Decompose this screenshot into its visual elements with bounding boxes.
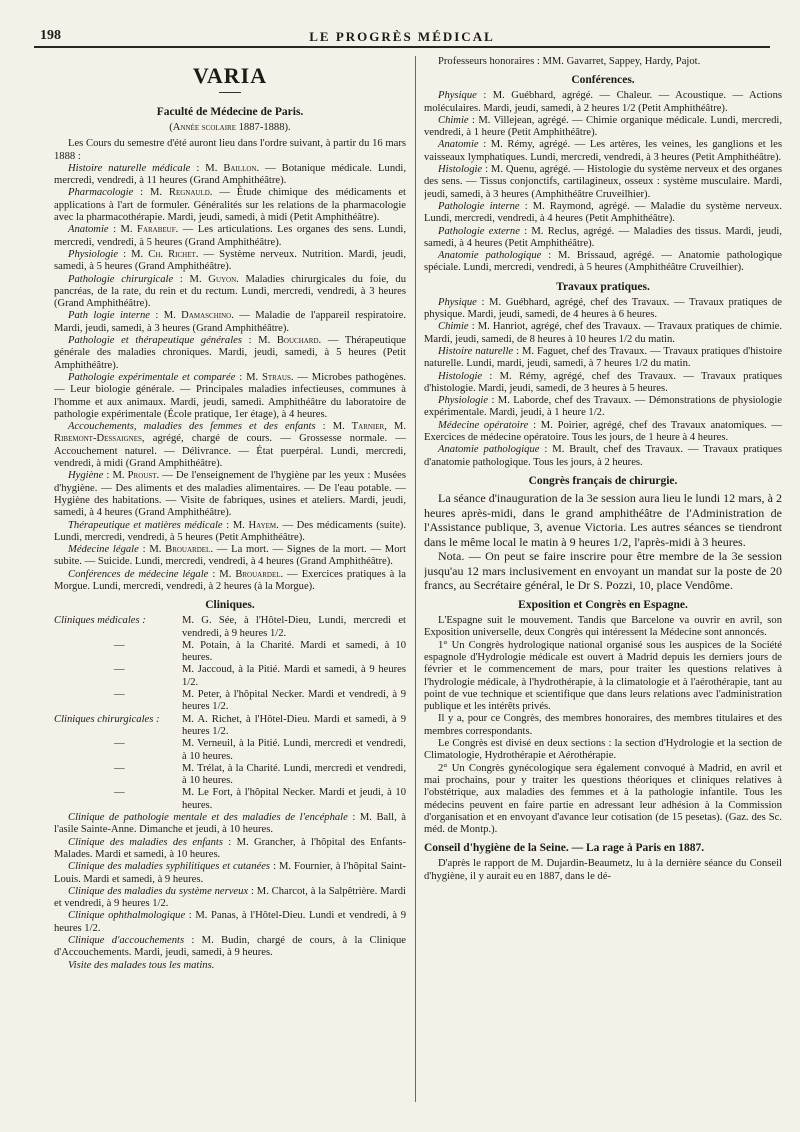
course-subject: Pathologie et thérapeutique générales bbox=[68, 335, 242, 347]
course-professor: M. Brouardel. bbox=[219, 568, 284, 580]
clinique-lead: Cliniques médicales : bbox=[54, 615, 146, 627]
academic-year: (Année scolaire 1887-1888). bbox=[169, 122, 291, 133]
cliniques-table bbox=[54, 615, 406, 812]
course-subject: Pathologie chirurgicale bbox=[68, 273, 174, 285]
right-column bbox=[424, 56, 782, 1108]
faculty-heading: Faculté de Médecine de Paris. bbox=[156, 106, 304, 118]
clinique-description: : M. Fournier, à l'hôpital Saint-Louis. Mardi et samedi, à 9 heures. bbox=[54, 861, 406, 885]
course-subject: Pathologie expérimentale et comparée bbox=[68, 371, 236, 383]
clinique-entry bbox=[54, 910, 406, 935]
course-entry: Pharmacologie : M. Regnauld. — Étude chimique des médicaments et applications à l'art de formuler. Généralités sur les relations de la pharmacologie avec la pharmacothérapie. Mardi, jeudi, samedi, à midi (Petit Amphithéâtre). bbox=[54, 187, 406, 224]
clinique-entry bbox=[54, 886, 406, 911]
clinique-subject: Clinique de pathologie mentale et des maladies de l'encéphale bbox=[68, 812, 348, 824]
clinique-row bbox=[54, 714, 406, 739]
clinique-lead: — bbox=[114, 639, 125, 651]
clinique-row bbox=[54, 640, 406, 665]
clinique-detail: M. Verneuil, à la Pitié. Lundi, mercredi et vendredi, à 10 heures. bbox=[182, 738, 406, 762]
conference-entry-description: : M. Reclus, agrégé. — Maladies des tissus. Mardi, jeudi, samedi, à 4 heures (Petit Amphithéâtre). bbox=[424, 225, 782, 249]
conference-entry-subject: Anatomie pathologique bbox=[438, 250, 542, 262]
conference-entry bbox=[424, 90, 782, 115]
clinique-detail: M. Le Fort, à l'hôpital Necker. Mardi et jeudi, à 10 heures. bbox=[182, 787, 406, 811]
travaux-entry-subject: Histologie bbox=[438, 370, 483, 382]
course-professor: M. Proust. bbox=[112, 470, 160, 482]
travaux-entry-description: : M. Guébhard, agrégé, chef des Travaux. — Travaux pratiques de physique. Mardi, jeudi, samedi, de 4 heures à 6 heures. bbox=[424, 296, 782, 321]
course-description: — Des médicaments (suite). Lundi, mercredi, vendredi, à 5 heures (Petit Amphithéâtre). bbox=[54, 519, 406, 543]
clinique-description: : M. Panas, à l'Hôtel-Dieu. Lundi et vendredi, à 9 heures 1/2. bbox=[54, 910, 406, 934]
course-description: — Botanique médicale. Lundi, mercredi, vendredi, à 11 heures (Grand Amphithéâtre). bbox=[54, 162, 406, 187]
clinique-detail: M. Trélat, à la Charité. Lundi, mercredi et vendredi, à 10 heures. bbox=[182, 762, 406, 787]
congres-fr-paragraph: La séance d'inauguration de la 3e session aura lieu le lundi 12 mars, à 2 heures après-midi, dans le grand amphithéâtre de l'Administration de l'Assistance publique, 3, avenue Victoria. Les autres séances se tiendront dans le même local le matin à 9 heures 1/2, l'après-midi à 3 heures. bbox=[424, 490, 782, 549]
clinique-description: : M. Grancher, à l'hôpital des Enfants-Malades. Mardi et samedi, à 10 heures. bbox=[54, 836, 406, 860]
course-subject: Histoire naturelle médicale bbox=[68, 162, 191, 174]
clinique-entry bbox=[54, 861, 406, 886]
travaux-entry-description: : M. Faguet, chef des Travaux. — Travaux pratiques d'histoire naturelle. Lundi, mardi, jeudi, samedi, à 7 heures 1/2 du matin. bbox=[424, 345, 782, 370]
espagne-paragraph: 2° Un Congrès gynécologique sera également convoqué à Madrid, en avril et mai prochains, pour y traiter les questions théoriques et cliniques relatives à l'obstétrique, aux maladies des femmes et à la pathologie infantile. Tous les médecins peuvent en faire partie en adressant leur adhésion à la Commission d'organisation et en envoyant d'avance leur cotisation (de 15 pesetas). (Gaz. des Sc. méd. de Montp.). bbox=[424, 762, 782, 836]
clinique-subject: Clinique d'accouchements bbox=[68, 935, 185, 946]
page-number: 198 bbox=[40, 28, 61, 43]
seine-heading: Conseil d'hygiène de la Seine. — La rage à Paris en 1887. bbox=[424, 842, 705, 855]
congres-fr-nota: Nota. — On peut se faire inscrire pour être membre de la 3e session jusqu'au 12 mars inclusivement en envoyant un mandat sur la poste de 20 francs, au Secrétaire général, le Dr S. Pozzi, 10, place Vendôme. bbox=[424, 549, 782, 593]
course-entry: Accouchements, maladies des femmes et des enfants : M. Tarnier, M. Ribemont-Dessaignes, agrégé, chargé de cours. — Grossesse normale. — Accouchement naturel. — Délivrance. — État puerpéral. Lundi, mercredi, vendredi, à midi (Grand Amphithéâtre). bbox=[54, 421, 406, 470]
travaux-entry bbox=[424, 444, 782, 469]
clinique-subject: Clinique des maladies syphilitiques et cutanées bbox=[68, 861, 271, 873]
conference-entry-subject: Pathologie externe bbox=[438, 225, 520, 237]
conference-entry bbox=[424, 115, 782, 140]
course-description: — Thérapeutique générale des maladies chroniques. Mardi, jeudi, samedi, à 5 heures (Petit Amphithéâtre). bbox=[54, 335, 406, 371]
course-description: — Exercices pratiques à la Morgue. Lundi, mercredi, vendredi, à 2 heures (à la Morgue). bbox=[54, 568, 406, 592]
travaux-heading: Travaux pratiques. bbox=[556, 280, 650, 293]
clinique-description: : M. Ball, à l'asile Sainte-Anne. Dimanche et jeudi, à 10 heures. bbox=[54, 812, 406, 836]
travaux-entry-description: : M. Hanriot, agrégé, chef des Travaux. — Travaux pratiques de chimie. Mardi, jeudi, samedi, de 8 heures à 10 heures 1/2 du matin. bbox=[424, 321, 782, 345]
honorary-professors: Professeurs honoraires : MM. Gavarret, Sappey, Hardy, Pajot. bbox=[438, 56, 701, 67]
course-subject: Pharmacologie bbox=[68, 187, 134, 199]
course-description: — De l'enseignement de l'hygiène par les yeux : Musées d'hygiène. — Des aliments et des maladies alimentaires. — De l'eau potable. — Hygiène des habitations. — Visite de fabriques, usines et ateliers. Mardi, jeudi, samedi, à 4 heures (Grand Amphithéâtre). bbox=[54, 470, 406, 519]
conference-entry-description: : M. Guébhard, agrégé. — Chaleur. — Acoustique. — Actions moléculaires. Mardi, jeudi, samedi, à 2 heures 1/2 (Petit Amphithéâtre). bbox=[424, 90, 782, 114]
clinique-subject: Clinique des maladies du système nerveux bbox=[68, 885, 249, 897]
cliniques-other-list bbox=[54, 812, 406, 960]
course-entry: Conférences de médecine légale : M. Brouardel. — Exercices pratiques à la Morgue. Lundi, mercredi, vendredi, à 2 heures (à la Morgue). bbox=[54, 568, 406, 592]
travaux-list bbox=[424, 297, 782, 469]
conference-entry bbox=[424, 201, 782, 226]
travaux-entry bbox=[424, 297, 782, 322]
course-subject: Thérapeutique et matières médicale bbox=[68, 519, 223, 531]
travaux-entry bbox=[424, 371, 782, 396]
conference-entry bbox=[424, 250, 782, 275]
clinique-detail: M. Peter, à l'hôpital Necker. Mardi et vendredi, à 9 heures 1/2. bbox=[182, 689, 406, 713]
conference-entry-subject: Pathologie interne bbox=[438, 200, 520, 212]
clinique-lead: Cliniques chirurgicales : bbox=[54, 713, 160, 725]
course-entry: Hygiène : M. Proust. — De l'enseignement de l'hygiène par les yeux : Musées d'hygiène. — Des aliments et des maladies alimentaires. — De l'eau potable. — Hygiène des habitations. — Visite de fabriques, usines et ateliers. Mardi, jeudi, samedi, à 4 heures (Grand Amphithéâtre). bbox=[54, 470, 406, 519]
course-professor: M. Straus. bbox=[246, 371, 294, 383]
conference-entry-description: : M. Villejean, agrégé. — Chimie organique médicale. Lundi, mercredi, vendredi, à 1 heure (Petit Amphithéâtre). bbox=[424, 114, 782, 139]
course-entry: Médecine légale : M. Brouardel. — La mort. — Signes de la mort. — Mort subite. — Suicide. Lundi, mercredi, vendredi, à 4 heures (Grand Amphithéâtre). bbox=[54, 544, 406, 568]
clinique-entry bbox=[54, 935, 406, 960]
travaux-entry bbox=[424, 346, 782, 371]
title-rule bbox=[219, 92, 241, 93]
course-professor: M. Regnauld. bbox=[149, 187, 213, 199]
travaux-entry-description: : M. Poirier, agrégé, chef des Travaux anatomiques. — Exercices de médecine opératoire. Tous les jours, de 1 heure à 4 heures. bbox=[424, 419, 782, 444]
cliniques-heading: Cliniques. bbox=[205, 599, 255, 612]
travaux-entry-description: : M. Laborde, chef des Travaux. — Démonstrations de physiologie expérimentale. Mardi, jeudi, à 1 heure 1/2. bbox=[424, 395, 782, 419]
clinique-row bbox=[54, 738, 406, 763]
course-description: agrégé, chargé de cours. — Grossesse normale. — Accouchement naturel. — Délivrance. — État puerpéral. Lundi, mercredi, vendredi, à midi (Grand Amphithéâtre). bbox=[54, 433, 406, 470]
travaux-entry-subject: Physiologie bbox=[438, 395, 489, 407]
travaux-entry bbox=[424, 420, 782, 445]
conference-entry bbox=[424, 164, 782, 201]
congres-fr-heading: Congrès français de chirurgie. bbox=[528, 474, 678, 487]
travaux-entry-subject: Physique bbox=[438, 296, 477, 308]
course-description: — Étude chimique des médicaments et applications à l'art de formuler. Généralités sur les relations de la pharmacologie avec la pharmacothérapie. Mardi, jeudi, samedi, à midi (Petit Amphithéâtre). bbox=[54, 187, 406, 224]
conferences-list bbox=[424, 90, 782, 274]
clinique-description: : M. Budin, chargé de cours, à la Clinique d'Accouchements. Mardi, jeudi, samedi, à 9 heures. bbox=[54, 935, 406, 959]
course-entry: Pathologie chirurgicale : M. Guyon. Maladies chirurgicales du foie, du pancréas, de la rate, du rein et du rectum. Lundi, mercredi, vendredi, à 3 heures (Grand Amphithéâtre). bbox=[54, 273, 406, 310]
clinique-entry bbox=[54, 812, 406, 837]
travaux-entry-description: : M. Brault, chef des Travaux. — Travaux pratiques d'anatomie pathologique. Tous les jours, à 2 heures. bbox=[424, 444, 782, 468]
clinique-lead: — bbox=[114, 787, 125, 799]
course-professor: M. Tarnier, M. Ribemont-Dessaignes, bbox=[54, 421, 406, 445]
travaux-entry bbox=[424, 321, 782, 346]
page-header bbox=[34, 26, 770, 48]
clinique-entry bbox=[54, 837, 406, 862]
course-description: — La mort. — Signes de la mort. — Mort subite. — Suicide. Lundi, mercredi, vendredi, à 4 heures (Grand Amphithéâtre). bbox=[54, 544, 406, 568]
clinique-row bbox=[54, 615, 406, 640]
course-list bbox=[54, 163, 406, 593]
course-professor: M. Damaschino. bbox=[163, 310, 234, 322]
conferences-heading: Conférences. bbox=[571, 74, 635, 87]
closing-note: Visite des malades tous les matins. bbox=[68, 959, 215, 971]
course-subject: Physiologie bbox=[68, 248, 119, 260]
course-description: — Microbes pathogènes. — Leur biologie générale. — Principales maladies infectieuses, communes à l'homme et aux animaux. Mardi, jeudi, samedi. Amphithéâtre du laboratoire de pathologie expérimentale (École pratique, 1er étage), à 4 heures. bbox=[54, 371, 406, 420]
clinique-subject: Clinique des maladies des enfants bbox=[68, 836, 223, 848]
clinique-detail: M. Potain, à la Charité. Mardi et samedi, à 10 heures. bbox=[182, 639, 406, 664]
journal-title: LE PROGRÈS MÉDICAL bbox=[309, 29, 495, 44]
course-subject: Path logie interne bbox=[68, 310, 150, 322]
clinique-lead: — bbox=[114, 689, 125, 701]
course-subject: Hygiène bbox=[68, 470, 104, 482]
clinique-row bbox=[54, 787, 406, 812]
espagne-heading: Exposition et Congrès en Espagne. bbox=[518, 599, 688, 612]
travaux-entry-description: : M. Rémy, agrégé, chef des Travaux. — Travaux pratiques d'histologie. Mardi, jeudi, samedi, de 3 heures à 5 heures. bbox=[424, 370, 782, 394]
course-entry: Histoire naturelle médicale : M. Baillon. — Botanique médicale. Lundi, mercredi, vendredi, à 11 heures (Grand Amphithéâtre). bbox=[54, 162, 406, 187]
clinique-detail: M. G. Sée, à l'Hôtel-Dieu, Lundi, mercredi et vendredi, à 9 heures 1/2. bbox=[182, 615, 406, 639]
course-professor: M. Hayem. bbox=[232, 519, 279, 531]
left-column bbox=[54, 56, 406, 1108]
course-entry: Anatomie : M. Farabeuf. — Les articulations. Les organes des sens. Lundi, mercredi, vendredi, à 5 heures (Grand Amphithéâtre). bbox=[54, 224, 406, 248]
clinique-detail: M. Jaccoud, à la Pitié. Mardi et samedi, à 9 heures 1/2. bbox=[182, 664, 406, 688]
conference-entry-description: : M. Raymond, agrégé. — Maladie du système nerveux. Lundi, mercredi, vendredi, à 4 heures (Petit Amphithéâtre). bbox=[424, 200, 782, 225]
conference-entry-description: : M. Brissaud, agrégé. — Anatomie pathologique spéciale. Lundi, mercredi, vendredi, à 5 heures (Amphithéâtre Cruveilhier). bbox=[424, 250, 782, 274]
course-subject: Accouchements, maladies des femmes et des enfants bbox=[68, 421, 316, 433]
clinique-lead: — bbox=[114, 664, 125, 676]
section-title: VARIA bbox=[192, 63, 268, 88]
course-professor: M. Farabeuf. bbox=[120, 224, 179, 236]
clinique-detail: M. A. Richet, à l'Hôtel-Dieu. Mardi et samedi, à 9 heures 1/2. bbox=[182, 713, 406, 737]
clinique-subject: Clinique ophthalmologique bbox=[68, 910, 186, 922]
travaux-entry-subject: Médecine opératoire bbox=[438, 419, 529, 431]
conference-entry-subject: Histologie bbox=[438, 164, 483, 176]
conference-entry-subject: Chimie bbox=[438, 114, 469, 126]
course-description: — Les articulations. Les organes des sens. Lundi, mercredi, vendredi, à 5 heures (Grand Amphithéâtre). bbox=[54, 224, 406, 248]
clinique-lead: — bbox=[114, 738, 125, 750]
conference-entry-description: : M. Rémy, agrégé. — Les artères, les veines, les ganglions et les vaisseaux lymphatiques. Lundi, mercredi, vendredi, à 3 heures (Petit Amphithéâtre). bbox=[424, 139, 782, 163]
course-entry: Pathologie expérimentale et comparée : M. Straus. — Microbes pathogènes. — Leur biologie générale. — Principales maladies infectieuses, communes à l'homme et aux animaux. Mardi, jeudi, samedi. Amphithéâtre du laboratoire de pathologie expérimentale (École pratique, 1er étage), à 4 heures. bbox=[54, 371, 406, 420]
course-entry: Physiologie : M. Ch. Richet. — Système nerveux. Nutrition. Mardi, jeudi, samedi, à 5 heures (Grand Amphithéâtre). bbox=[54, 248, 406, 273]
conference-entry-description: : M. Quenu, agrégé. — Histologie du système nerveux et des organes des sens. — Tissus conjonctifs, cartilagineux, osseux : système musculaire. Mardi, jeudi, samedi, à 3 heures (Amphithéâtre Cruveilhier). bbox=[424, 164, 782, 200]
conference-entry bbox=[424, 226, 782, 251]
intro-paragraph: Les Cours du semestre d'été auront lieu dans l'ordre suivant, à partir du 16 mars 1888 : bbox=[54, 138, 406, 162]
espagne-paragraph: Il y a, pour ce Congrès, des membres honoraires, des membres titulaires et des membres correspondants. bbox=[424, 713, 782, 737]
conference-entry-subject: Physique bbox=[438, 90, 477, 102]
clinique-lead: — bbox=[114, 762, 125, 774]
course-description: — Maladie de l'appareil respiratoire. Mardi, jeudi, samedi, à 3 heures (Grand Amphithéâtre). bbox=[54, 310, 406, 334]
course-entry: Path logie interne : M. Damaschino. — Maladie de l'appareil respiratoire. Mardi, jeudi, samedi, à 3 heures (Grand Amphithéâtre). bbox=[54, 310, 406, 334]
espagne-paragraph: Le Congrès est divisé en deux sections : la section d'Hydrologie et la section de Climatologie, Hydrothérapie et Aérothérapie. bbox=[424, 738, 782, 762]
course-professor: M. Brouardel. bbox=[149, 544, 213, 556]
course-professor: M. Guyon. bbox=[189, 273, 239, 285]
clinique-row bbox=[54, 763, 406, 788]
clinique-row bbox=[54, 689, 406, 714]
travaux-entry-subject: Histoire naturelle bbox=[438, 345, 514, 357]
column-divider bbox=[415, 56, 416, 1102]
course-entry: Thérapeutique et matières médicale : M. Hayem. — Des médicaments (suite). Lundi, mercredi, vendredi, à 5 heures (Petit Amphithéâtre). bbox=[54, 519, 406, 543]
conference-entry-subject: Anatomie bbox=[438, 139, 479, 151]
travaux-entry bbox=[424, 395, 782, 420]
travaux-entry-subject: Chimie bbox=[438, 321, 469, 333]
travaux-entry-subject: Anatomie pathologique bbox=[438, 444, 540, 456]
course-professor: M. Bouchard. bbox=[258, 335, 322, 347]
seine-paragraph: D'après le rapport de M. Dujardin-Beaumetz, lu à la dernière séance du Conseil d'hygiène, il y aurait eu en 1887, dans le dé- bbox=[424, 858, 782, 882]
course-subject: Médecine légale bbox=[68, 544, 139, 556]
course-subject: Conférences de médecine légale bbox=[68, 568, 209, 580]
clinique-description: : M. Charcot, à la Salpêtrière. Mardi et vendredi, à 9 heures 1/2. bbox=[54, 885, 406, 910]
espagne-paragraph: L'Espagne suit le mouvement. Tandis que Barcelone va ouvrir en avril, son Exposition universelle, deux Congrès qui intéressent la Médecine sont annoncés. bbox=[424, 615, 782, 639]
espagne-paragraph: 1° Un Congrès hydrologique national organisé sous les auspices de la Société espagnole d'Hydrologie médicale est ouvert à Madrid depuis les derniers jours de février et le commencement de mars, pour traiter les questions relatives à l'hydrologie médicale, à l'hydrothérapie, à la climatologie et à l'aérothérapie, tant au point de vue technique et scientifique que dans leurs relations avec l'administration publique et les intérêts privés. bbox=[424, 639, 782, 713]
course-professor: M. Ch. Richet. bbox=[131, 248, 199, 260]
course-subject: Anatomie bbox=[68, 224, 109, 236]
clinique-row bbox=[54, 664, 406, 689]
conference-entry bbox=[424, 139, 782, 164]
course-description: Maladies chirurgicales du foie, du pancréas, de la rate, du rein et du rectum. Lundi, mercredi, vendredi, à 3 heures (Grand Amphithéâtre). bbox=[54, 273, 406, 310]
course-entry: Pathologie et thérapeutique générales : M. Bouchard. — Thérapeutique générale des maladies chroniques. Mardi, jeudi, samedi, à 5 heures (Petit Amphithéâtre). bbox=[54, 335, 406, 371]
course-professor: M. Baillon. bbox=[205, 162, 260, 174]
course-description: — Système nerveux. Nutrition. Mardi, jeudi, samedi, à 5 heures (Grand Amphithéâtre). bbox=[54, 248, 406, 273]
